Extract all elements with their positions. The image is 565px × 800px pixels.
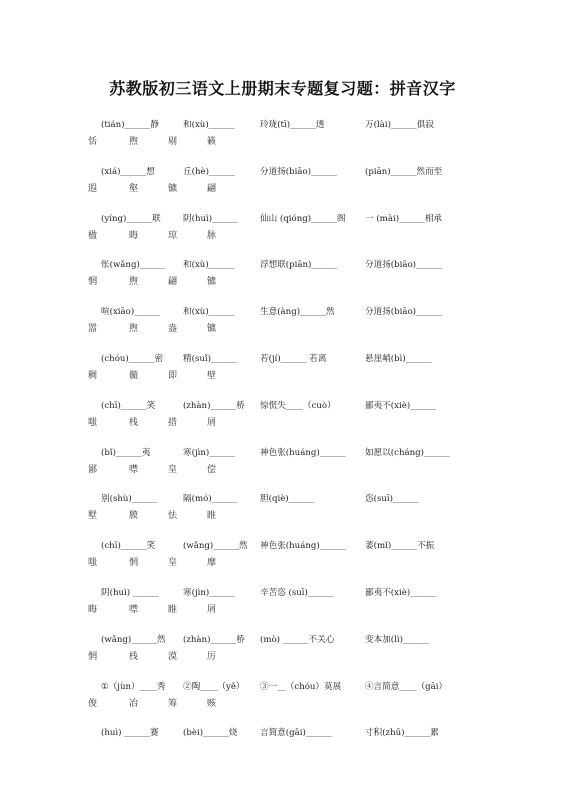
fill-in-item: 生意(àng)______然 — [260, 307, 335, 318]
fill-in-item: 万(lài)______俱寂 — [365, 120, 434, 130]
answer-character: 鄙 — [88, 464, 98, 475]
answer-character: 墅 — [88, 511, 98, 522]
answer-characters — [0, 274, 565, 292]
answer-characters — [0, 415, 565, 433]
answer-characters — [0, 649, 565, 667]
fill-in-item: 神色张(huáng)______ — [260, 541, 346, 552]
answer-character: 冶 — [129, 698, 139, 709]
answer-character: 惘 — [129, 558, 139, 569]
answer-character: 漠 — [168, 651, 178, 662]
answer-character: 睢 — [207, 511, 217, 522]
answer-characters — [0, 134, 565, 152]
answer-character: 盎 — [168, 324, 178, 335]
answer-character: 剔 — [168, 137, 178, 147]
fill-in-item: 和(xù)______ — [183, 307, 235, 318]
answer-character: 栈 — [129, 417, 139, 428]
fill-in-item: ④言简意____（gāi） — [365, 681, 448, 692]
fill-in-item: 分道扬(biāo)______ — [365, 260, 442, 271]
fill-in-item: 分道扬(biāo)______ — [365, 307, 442, 318]
fill-in-item: 寒(jìn)______ — [183, 588, 236, 598]
answer-character: 晦 — [88, 605, 98, 615]
fill-in-item: (chī)______笑 — [101, 541, 156, 552]
fill-in-item: 鄙夷不(xiè)______ — [365, 400, 436, 411]
answer-character: 嗤 — [88, 417, 98, 428]
fill-in-item: 萎(mǐ)______不振 — [365, 541, 435, 552]
fill-in-item: 精(suǐ)______ — [183, 354, 237, 364]
fill-in-item: 喧(xiāo)______ — [101, 307, 160, 318]
answer-character: 俊 — [88, 698, 98, 709]
answer-character: 镳 — [207, 277, 217, 288]
fill-in-item: 神色张(huáng)______ — [260, 447, 346, 458]
answer-character: 皇 — [168, 464, 178, 475]
fill-in-item: (xiá)______想 — [101, 166, 155, 177]
exercise-line — [0, 726, 565, 744]
fill-in-item: (wǎng)______然 — [183, 541, 248, 552]
fill-in-item: 言简意(gāi)______ — [260, 728, 332, 739]
page-title: 苏教版初三语文上册期末专题复习题：拼音汉字 — [109, 79, 456, 98]
answer-character: 籁 — [207, 137, 217, 147]
answer-character: 偿 — [207, 464, 217, 475]
answer-character: 遐 — [88, 183, 98, 194]
fill-in-item: (piān)______然而至 — [365, 166, 443, 177]
answer-character: 琼 — [168, 230, 178, 241]
fill-in-item: (mò) ______不关心 — [260, 634, 335, 645]
answer-character: 靡 — [207, 558, 217, 569]
answer-characters — [0, 555, 565, 573]
answer-characters — [0, 181, 565, 199]
answer-character: 稠 — [88, 371, 98, 381]
answer-characters — [0, 321, 565, 339]
answer-characters — [0, 368, 565, 386]
answer-characters — [0, 602, 565, 620]
answer-characters — [0, 696, 565, 714]
fill-in-item: 和(xù)______ — [183, 120, 235, 130]
answer-character: 膜 — [129, 511, 139, 522]
answer-characters — [0, 508, 565, 526]
fill-in-item: 分道扬(biāo)______ — [260, 166, 337, 177]
answer-character: 晦 — [129, 230, 139, 241]
answer-character: 煦 — [129, 277, 139, 288]
fill-in-item: 阴(huì) ______ — [101, 588, 159, 598]
fill-in-item: (tián)______静 — [101, 120, 159, 130]
answer-character: 即 — [168, 371, 178, 381]
fill-in-item: (zhàn)______桥 — [183, 634, 245, 645]
fill-in-item: (chóu)______密 — [101, 354, 164, 364]
answer-character: 恬 — [88, 137, 98, 147]
fill-in-item: (zhàn)______桥 — [183, 400, 245, 411]
fill-in-item: (chī)______笑 — [101, 400, 156, 411]
fill-in-item: 胆(qiè)______ — [260, 494, 315, 505]
answer-character: 嚣 — [88, 324, 98, 335]
answer-character: 皇 — [168, 558, 178, 569]
fill-in-item: 如愿以(cháng)______ — [365, 447, 450, 458]
answer-character: 镳 — [207, 324, 217, 335]
answer-character: 脉 — [207, 230, 217, 241]
answer-character: 壁 — [207, 371, 217, 381]
answer-character: 栈 — [129, 651, 139, 662]
answer-character: 髓 — [129, 371, 139, 381]
fill-in-item: 玲珑(tī)______透 — [260, 120, 325, 130]
answer-character: 翩 — [168, 277, 178, 288]
answer-character: 惘 — [88, 651, 98, 662]
fill-in-item: ③一__（chóu）莫展 — [260, 681, 342, 692]
fill-in-item: 仙山 (qióng)______阁 — [260, 213, 346, 224]
answer-character: 翩 — [207, 183, 217, 194]
answer-character: 筹 — [168, 698, 178, 709]
answer-character: 楹 — [88, 230, 98, 241]
fill-in-item: 惊慌失____（cuò） — [260, 400, 336, 411]
fill-in-item: 一 (mài)______相承 — [365, 213, 443, 224]
answer-character: 噤 — [129, 605, 139, 615]
fill-in-item: (yíng)______联 — [101, 213, 161, 224]
fill-in-item: ①（jùn）____秀 — [101, 681, 166, 692]
fill-in-item: 怅(wǎng)______ — [101, 260, 166, 271]
answer-character: 屑 — [207, 605, 217, 615]
fill-in-item: 若(jí)______ 若离 — [260, 354, 327, 364]
fill-in-item: 丘(hè)______ — [183, 166, 235, 177]
answer-character: 煦 — [129, 137, 139, 147]
answer-character: 睢 — [168, 605, 178, 615]
answer-character: 噤 — [129, 464, 139, 475]
answer-character: 嗤 — [88, 558, 98, 569]
fill-in-item: (huì) ______赛 — [101, 728, 159, 739]
fill-in-item: (bèi)______烧 — [183, 728, 238, 739]
fill-in-item: 变本加(lì)______ — [365, 634, 429, 645]
fill-in-item: (wǎng)______然 — [101, 634, 166, 645]
answer-character: 煦 — [129, 324, 139, 335]
fill-in-item: 寒(jìn)______ — [183, 447, 236, 458]
fill-in-item: 和(xù)______ — [183, 260, 235, 271]
fill-in-item: 别(shù)______ — [101, 494, 158, 505]
answer-characters — [0, 462, 565, 480]
answer-character: 怯 — [168, 511, 178, 522]
fill-in-item: 恣(suī)______ — [365, 494, 419, 505]
fill-in-item: 阴(huì)______ — [183, 213, 238, 224]
fill-in-item: 浮想联(piān)______ — [260, 260, 338, 271]
answer-character: 惘 — [88, 277, 98, 288]
answer-character: 镳 — [168, 183, 178, 194]
fill-in-item: ②陶____（yě） — [183, 681, 245, 692]
answer-character: 赅 — [207, 698, 217, 709]
answer-character: 屑 — [207, 417, 217, 428]
answer-character: 壑 — [129, 183, 139, 194]
fill-in-item: 辛苦恣 (suī)______ — [260, 588, 334, 598]
fill-in-item: 隔(mó)______ — [183, 494, 238, 505]
fill-in-item: (bǐ)______夷 — [101, 447, 151, 458]
fill-in-item: 鄙夷不(xiè)______ — [365, 588, 436, 598]
fill-in-item: 寸积(zhū)______累 — [365, 728, 439, 739]
answer-characters — [0, 228, 565, 246]
fill-in-item: 悬崖峭(bì)______ — [365, 354, 432, 364]
answer-character: 措 — [168, 417, 178, 428]
answer-character: 厉 — [207, 651, 217, 662]
